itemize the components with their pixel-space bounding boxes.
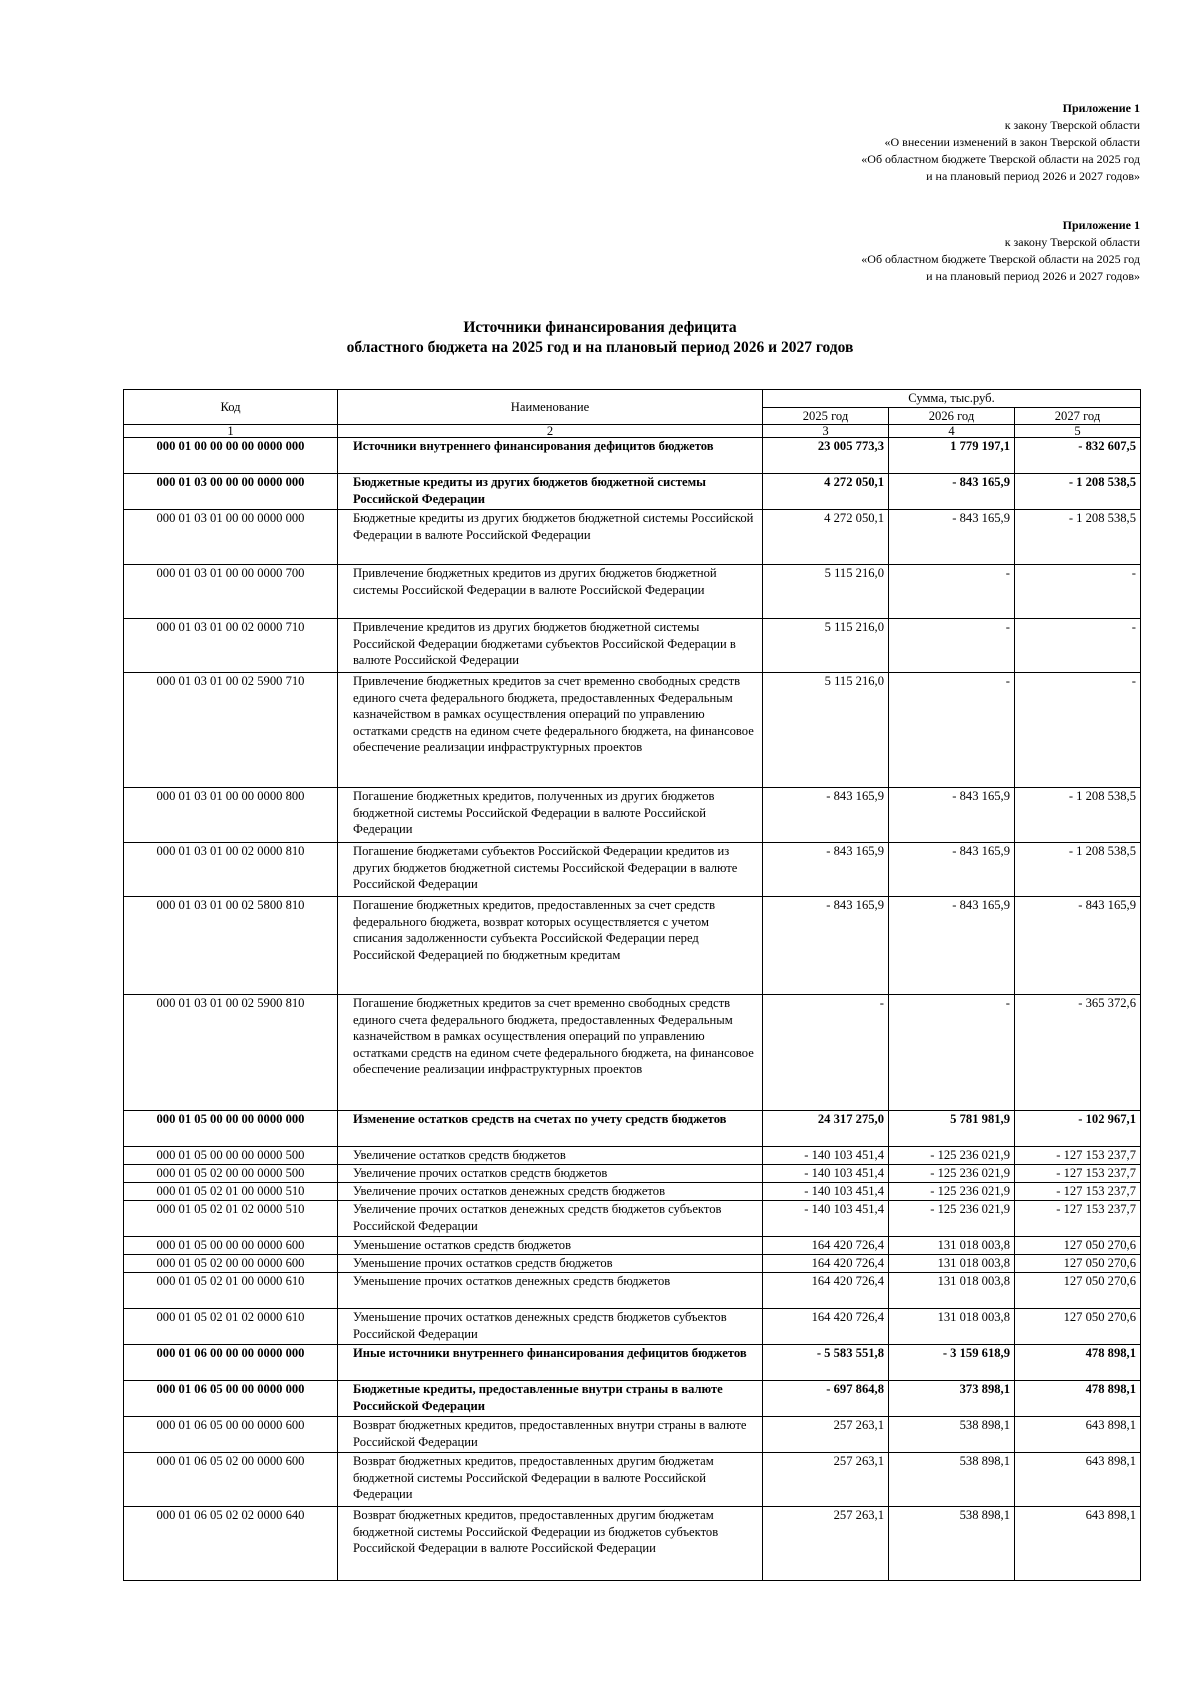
table-row [124, 1417, 1141, 1453]
header-name: Наименование [338, 390, 763, 425]
table-row [124, 1381, 1141, 1417]
appendix-line: к закону Тверской области [1004, 235, 1140, 249]
row-value-2025: - 140 103 451,4 [763, 1201, 889, 1237]
row-value-2027: 127 050 270,6 [1015, 1237, 1141, 1255]
row-value-2026: 538 898,1 [889, 1507, 1015, 1581]
row-code: 000 01 03 01 00 00 0000 700 [124, 565, 338, 619]
row-value-2026: - 843 165,9 [889, 510, 1015, 565]
row-code: 000 01 03 01 00 00 0000 000 [124, 510, 338, 565]
row-code: 000 01 05 02 00 00 0000 500 [124, 1165, 338, 1183]
row-value-2025: - 843 165,9 [763, 843, 889, 897]
header-code: Код [124, 390, 338, 425]
row-name: Привлечение бюджетных кредитов из других бюджетов бюджетной системы Российской Федерации в валюте Российской Федерации [338, 565, 763, 619]
row-code: 000 01 06 05 00 00 0000 600 [124, 1417, 338, 1453]
document-title [0, 318, 1200, 358]
appendix-line: и на плановый период 2026 и 2027 годов» [926, 269, 1140, 283]
row-name: Уменьшение остатков средств бюджетов [338, 1237, 763, 1255]
row-code: 000 01 03 01 00 02 5900 810 [124, 995, 338, 1111]
row-value-2027: 643 898,1 [1015, 1507, 1141, 1581]
row-code: 000 01 06 05 02 00 0000 600 [124, 1453, 338, 1507]
row-code: 000 01 05 02 00 00 0000 600 [124, 1255, 338, 1273]
header-year-2026: 2026 год [889, 407, 1015, 425]
row-value-2026: - [889, 673, 1015, 788]
table-row [124, 510, 1141, 565]
row-code: 000 01 05 00 00 00 0000 000 [124, 1111, 338, 1147]
row-value-2025: 257 263,1 [763, 1417, 889, 1453]
row-name: Бюджетные кредиты из других бюджетов бюджетной системы Российской Федерации в валюте Российской Федерации [338, 510, 763, 565]
row-name: Погашение бюджетных кредитов, предоставленных за счет средств федерального бюджета, возврат которых осуществляется с учетом списания задолженности субъекта Российской Федерации перед Российской Федерацией по бюджетным кредитам [338, 897, 763, 995]
appendix-header-current [861, 100, 1140, 185]
row-code: 000 01 03 01 00 02 0000 710 [124, 619, 338, 673]
row-value-2025: 257 263,1 [763, 1507, 889, 1581]
appendix-line: и на плановый период 2026 и 2027 годов» [926, 169, 1140, 183]
row-code: 000 01 05 00 00 00 0000 600 [124, 1237, 338, 1255]
document-title-line1: Источники финансирования дефицита [463, 319, 737, 336]
row-name: Увеличение прочих остатков денежных средств бюджетов субъектов Российской Федерации [338, 1201, 763, 1237]
row-name: Погашение бюджетных кредитов за счет временно свободных средств единого счета федерального бюджета, предоставленных Федеральным казначейством в рамках осуществления операций по управлению остатками средств на едином счете федерального бюджета, на финансовое обеспечение реализации инфраструктурных проектов [338, 995, 763, 1111]
row-value-2027: - 1 208 538,5 [1015, 474, 1141, 510]
row-code: 000 01 05 02 01 00 0000 610 [124, 1273, 338, 1309]
appendix-header-original [861, 217, 1140, 285]
row-value-2026: 131 018 003,8 [889, 1309, 1015, 1345]
row-code: 000 01 00 00 00 00 0000 000 [124, 438, 338, 474]
row-value-2025: - 843 165,9 [763, 788, 889, 843]
table-row [124, 474, 1141, 510]
row-code: 000 01 05 02 01 00 0000 510 [124, 1183, 338, 1201]
table-row [124, 1237, 1141, 1255]
row-name: Привлечение кредитов из других бюджетов бюджетной системы Российской Федерации бюджетами субъектов Российской Федерации в валюте Российской Федерации [338, 619, 763, 673]
row-code: 000 01 06 05 02 02 0000 640 [124, 1507, 338, 1581]
row-value-2027: 127 050 270,6 [1015, 1255, 1141, 1273]
row-value-2025: 4 272 050,1 [763, 510, 889, 565]
row-value-2027: - 127 153 237,7 [1015, 1201, 1141, 1237]
row-value-2027: - 1 208 538,5 [1015, 843, 1141, 897]
row-name: Возврат бюджетных кредитов, предоставленных внутри страны в валюте Российской Федерации [338, 1417, 763, 1453]
table-row [124, 1345, 1141, 1381]
row-value-2026: - 125 236 021,9 [889, 1147, 1015, 1165]
row-value-2025: 4 272 050,1 [763, 474, 889, 510]
table-row [124, 438, 1141, 474]
row-value-2026: - [889, 619, 1015, 673]
row-value-2027: - [1015, 619, 1141, 673]
column-number: 5 [1015, 425, 1141, 438]
row-value-2027: - 1 208 538,5 [1015, 510, 1141, 565]
row-value-2026: - 125 236 021,9 [889, 1201, 1015, 1237]
table-row [124, 1183, 1141, 1201]
row-value-2026: - 125 236 021,9 [889, 1183, 1015, 1201]
table-row [124, 897, 1141, 995]
row-code: 000 01 03 01 00 02 0000 810 [124, 843, 338, 897]
table-row [124, 1165, 1141, 1183]
row-value-2027: - 127 153 237,7 [1015, 1183, 1141, 1201]
row-code: 000 01 05 02 01 02 0000 510 [124, 1201, 338, 1237]
row-code: 000 01 03 01 00 02 5800 810 [124, 897, 338, 995]
appendix-line: к закону Тверской области [1004, 118, 1140, 132]
row-value-2025: 5 115 216,0 [763, 673, 889, 788]
column-number: 4 [889, 425, 1015, 438]
row-value-2025: - [763, 995, 889, 1111]
row-name: Бюджетные кредиты, предоставленные внутри страны в валюте Российской Федерации [338, 1381, 763, 1417]
row-name: Погашение бюджетных кредитов, полученных из других бюджетов бюджетной системы Российской Федерации в валюте Российской Федерации [338, 788, 763, 843]
row-value-2026: 1 779 197,1 [889, 438, 1015, 474]
row-value-2026: - 843 165,9 [889, 788, 1015, 843]
row-value-2026: 131 018 003,8 [889, 1255, 1015, 1273]
row-value-2027: 643 898,1 [1015, 1417, 1141, 1453]
row-value-2025: 23 005 773,3 [763, 438, 889, 474]
column-number: 1 [124, 425, 338, 438]
row-name: Увеличение прочих остатков денежных средств бюджетов [338, 1183, 763, 1201]
column-number: 2 [338, 425, 763, 438]
row-value-2025: - 140 103 451,4 [763, 1183, 889, 1201]
row-name: Погашение бюджетами субъектов Российской Федерации кредитов из других бюджетов бюджетной системы Российской Федерации в валюте Российской Федерации [338, 843, 763, 897]
appendix-line: «Об областном бюджете Тверской области на 2025 год [861, 152, 1140, 166]
row-value-2027: - [1015, 565, 1141, 619]
row-name: Возврат бюджетных кредитов, предоставленных другим бюджетам бюджетной системы Российской Федерации в валюте Российской Федерации [338, 1453, 763, 1507]
row-name: Иные источники внутреннего финансирования дефицитов бюджетов [338, 1345, 763, 1381]
row-value-2025: - 140 103 451,4 [763, 1147, 889, 1165]
row-value-2025: 164 420 726,4 [763, 1309, 889, 1345]
row-value-2026: - [889, 565, 1015, 619]
row-value-2026: 373 898,1 [889, 1381, 1015, 1417]
row-value-2027: 478 898,1 [1015, 1381, 1141, 1417]
row-value-2027: 478 898,1 [1015, 1345, 1141, 1381]
row-value-2025: 164 420 726,4 [763, 1273, 889, 1309]
row-value-2025: - 843 165,9 [763, 897, 889, 995]
row-value-2026: - 125 236 021,9 [889, 1165, 1015, 1183]
row-code: 000 01 03 01 00 02 5900 710 [124, 673, 338, 788]
row-value-2025: 24 317 275,0 [763, 1111, 889, 1147]
header-year-2025: 2025 год [763, 407, 889, 425]
row-code: 000 01 05 02 01 02 0000 610 [124, 1309, 338, 1345]
table-row [124, 1507, 1141, 1581]
column-number: 3 [763, 425, 889, 438]
row-value-2025: - 5 583 551,8 [763, 1345, 889, 1381]
row-value-2025: 164 420 726,4 [763, 1255, 889, 1273]
document-title-line2: областного бюджета на 2025 год и на плановый период 2026 и 2027 годов [346, 339, 854, 356]
row-name: Изменение остатков средств на счетах по учету средств бюджетов [338, 1111, 763, 1147]
row-code: 000 01 05 00 00 00 0000 500 [124, 1147, 338, 1165]
row-code: 000 01 06 00 00 00 0000 000 [124, 1345, 338, 1381]
header-sum: Сумма, тыс.руб. [763, 390, 1141, 408]
appendix-title: Приложение 1 [1062, 101, 1140, 115]
row-value-2027: 127 050 270,6 [1015, 1273, 1141, 1309]
table-row [124, 788, 1141, 843]
row-value-2026: 131 018 003,8 [889, 1237, 1015, 1255]
row-value-2026: - 843 165,9 [889, 897, 1015, 995]
row-name: Бюджетные кредиты из других бюджетов бюджетной системы Российской Федерации [338, 474, 763, 510]
row-code: 000 01 03 00 00 00 0000 000 [124, 474, 338, 510]
table-row [124, 565, 1141, 619]
row-value-2027: 127 050 270,6 [1015, 1309, 1141, 1345]
row-value-2026: 538 898,1 [889, 1417, 1015, 1453]
row-value-2025: 164 420 726,4 [763, 1237, 889, 1255]
header-year-2027: 2027 год [1015, 407, 1141, 425]
row-code: 000 01 03 01 00 00 0000 800 [124, 788, 338, 843]
row-value-2026: - [889, 995, 1015, 1111]
table-row [124, 673, 1141, 788]
table-row [124, 1453, 1141, 1507]
row-value-2027: - 127 153 237,7 [1015, 1165, 1141, 1183]
row-name: Возврат бюджетных кредитов, предоставленных другим бюджетам бюджетной системы Российской Федерации из бюджетов субъектов Российской Федерации в валюте Российской Федерации [338, 1507, 763, 1581]
row-value-2027: - 127 153 237,7 [1015, 1147, 1141, 1165]
row-name: Уменьшение прочих остатков денежных средств бюджетов [338, 1273, 763, 1309]
row-value-2025: 5 115 216,0 [763, 619, 889, 673]
row-value-2026: 5 781 981,9 [889, 1111, 1015, 1147]
row-value-2027: - 843 165,9 [1015, 897, 1141, 995]
row-name: Увеличение прочих остатков средств бюджетов [338, 1165, 763, 1183]
appendix-line: «О внесении изменений в закон Тверской области [884, 135, 1140, 149]
table-row [124, 1255, 1141, 1273]
row-value-2027: - 365 372,6 [1015, 995, 1141, 1111]
appendix-line: «Об областном бюджете Тверской области на 2025 год [861, 252, 1140, 266]
row-code: 000 01 06 05 00 00 0000 000 [124, 1381, 338, 1417]
table-row [124, 1147, 1141, 1165]
row-value-2027: - [1015, 673, 1141, 788]
table-row [124, 843, 1141, 897]
row-name: Увеличение остатков средств бюджетов [338, 1147, 763, 1165]
row-value-2027: - 832 607,5 [1015, 438, 1141, 474]
row-value-2026: - 843 165,9 [889, 474, 1015, 510]
table-row [124, 1309, 1141, 1345]
row-value-2025: - 140 103 451,4 [763, 1165, 889, 1183]
row-value-2025: 5 115 216,0 [763, 565, 889, 619]
table-row [124, 619, 1141, 673]
row-value-2026: - 3 159 618,9 [889, 1345, 1015, 1381]
row-value-2026: 538 898,1 [889, 1453, 1015, 1507]
table-row [124, 1273, 1141, 1309]
row-name: Привлечение бюджетных кредитов за счет временно свободных средств единого счета федерального бюджета, предоставленных Федеральным казначейством в рамках осуществления операций по управлению остатками средств на едином счете федерального бюджета, на финансовое обеспечение реализации инфраструктурных проектов [338, 673, 763, 788]
row-value-2026: - 843 165,9 [889, 843, 1015, 897]
row-name: Уменьшение прочих остатков денежных средств бюджетов субъектов Российской Федерации [338, 1309, 763, 1345]
row-name: Источники внутреннего финансирования дефицитов бюджетов [338, 438, 763, 474]
row-value-2027: 643 898,1 [1015, 1453, 1141, 1507]
table-row [124, 1201, 1141, 1237]
row-value-2025: - 697 864,8 [763, 1381, 889, 1417]
appendix-title: Приложение 1 [1062, 218, 1140, 232]
financing-sources-table [123, 389, 1141, 1581]
row-name: Уменьшение прочих остатков средств бюджетов [338, 1255, 763, 1273]
row-value-2026: 131 018 003,8 [889, 1273, 1015, 1309]
row-value-2027: - 1 208 538,5 [1015, 788, 1141, 843]
table-row [124, 1111, 1141, 1147]
table-row [124, 995, 1141, 1111]
row-value-2025: 257 263,1 [763, 1453, 889, 1507]
row-value-2027: - 102 967,1 [1015, 1111, 1141, 1147]
